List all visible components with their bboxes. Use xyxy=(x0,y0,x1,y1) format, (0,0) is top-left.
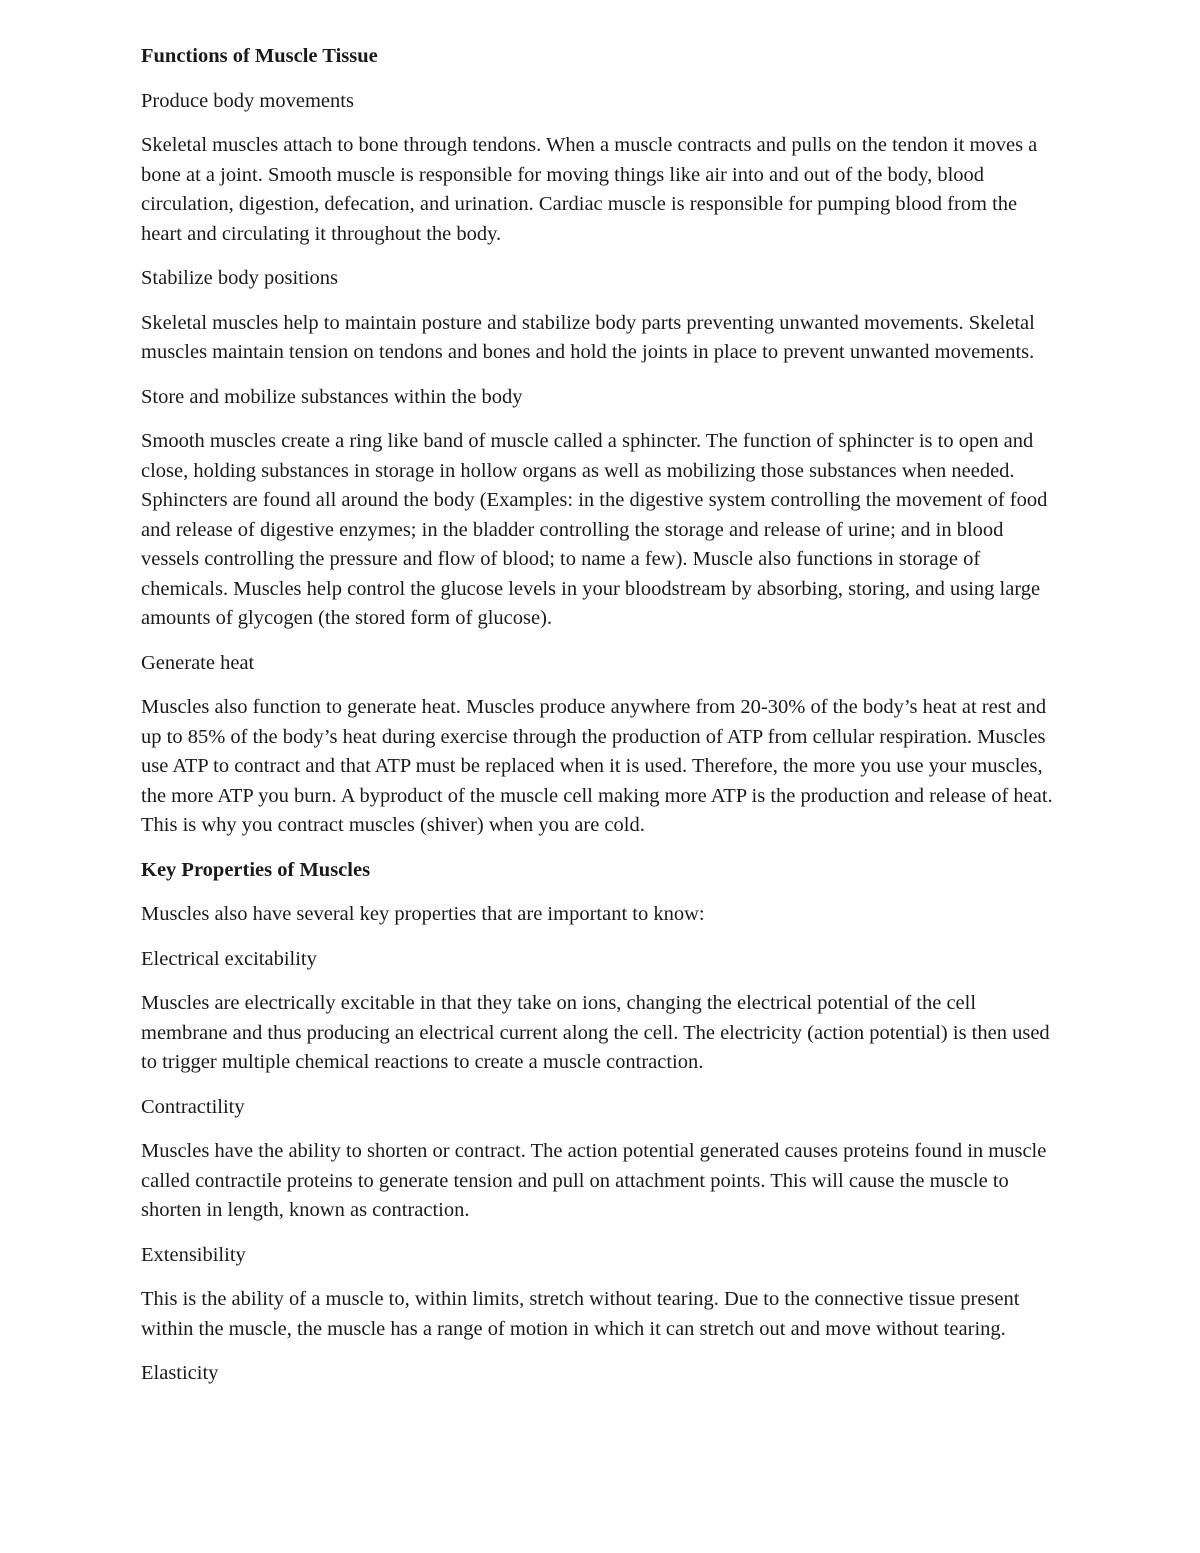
paragraph-contractility: Muscles have the ability to shorten or contract. The action potential generated causes proteins found in muscle called contractile proteins to generate tension and pull on attachment points. This will cause the muscle to shorten in length, known as contraction. xyxy=(141,1140,1047,1221)
paragraph-extensibility: This is the ability of a muscle to, within limits, stretch without tearing. Due to the connective tissue present within the muscle, the muscle has a range of motion in which it can stretch out and move without tearing. xyxy=(141,1288,1020,1340)
paragraph-electrical-excitability: Muscles are electrically excitable in that they take on ions, changing the electrical potential of the cell membrane and thus producing an electrical current along the cell. The electricity (action potential) is then used to trigger multiple chemical reactions to create a muscle contraction. xyxy=(141,992,1050,1073)
paragraph-body-positions: Skeletal muscles help to maintain posture and stabilize body parts preventing unwanted movements. Skeletal muscles maintain tension on tendons and bones and hold the joints in place to prevent unwanted movements. xyxy=(141,311,1035,363)
paragraph-properties-intro: Muscles also have several key properties that are important to know: xyxy=(141,903,705,925)
subheading-store-substances: Store and mobilize substances within the body xyxy=(141,385,523,408)
paragraph-generate-heat: Muscles also function to generate heat. Muscles produce anywhere from 20-30% of the body’s heat at rest and up to 85% of the body’s heat during exercise through the production of ATP from cellular respiration. Muscles use ATP to contract and that ATP must be replaced when it is used. Therefore, the more you use your muscles, the more ATP you burn. A byproduct of the muscle cell making more ATP is the production and release of heat. This is why you contract muscles (shiver) when you are cold. xyxy=(141,696,1053,836)
document-page xyxy=(141,42,1061,1404)
section-heading-key-properties: Key Properties of Muscles xyxy=(141,858,371,881)
subheading-generate-heat: Generate heat xyxy=(141,651,255,674)
paragraph-body-movements: Skeletal muscles attach to bone through tendons. When a muscle contracts and pulls on the tendon it moves a bone at a joint. Smooth muscle is responsible for moving things like air into and out of the body, blood circulation, digestion, defecation, and urination. Cardiac muscle is responsible for pumping blood from the heart and circulating it throughout the body. xyxy=(141,134,1038,245)
section-heading-functions: Functions of Muscle Tissue xyxy=(141,45,378,67)
paragraph-store-substances: Smooth muscles create a ring like band of muscle called a sphincter. The function of sphincter is to open and close, holding substances in storage in hollow organs as well as mobilizing those substances when needed. Sphincters are found all around the body (Examples: in the digestive system controlling the movement of food and release of digestive enzymes; in the bladder controlling the storage and release of urine; and in blood vessels controlling the pressure and flow of blood; to name a few). Muscle also functions in storage of chemicals. Muscles help control the glucose levels in your bloodstream by absorbing, storing, and using large amounts of glycogen (the stored form of glucose). xyxy=(141,430,1048,629)
subheading-body-positions: Stabilize body positions xyxy=(141,267,339,289)
subheading-extensibility: Extensibility xyxy=(141,1243,246,1266)
subheading-electrical-excitability: Electrical excitability xyxy=(141,947,317,970)
subheading-body-movements: Produce body movements xyxy=(141,89,354,112)
subheading-contractility: Contractility xyxy=(141,1095,245,1118)
subheading-elasticity: Elasticity xyxy=(141,1362,219,1384)
